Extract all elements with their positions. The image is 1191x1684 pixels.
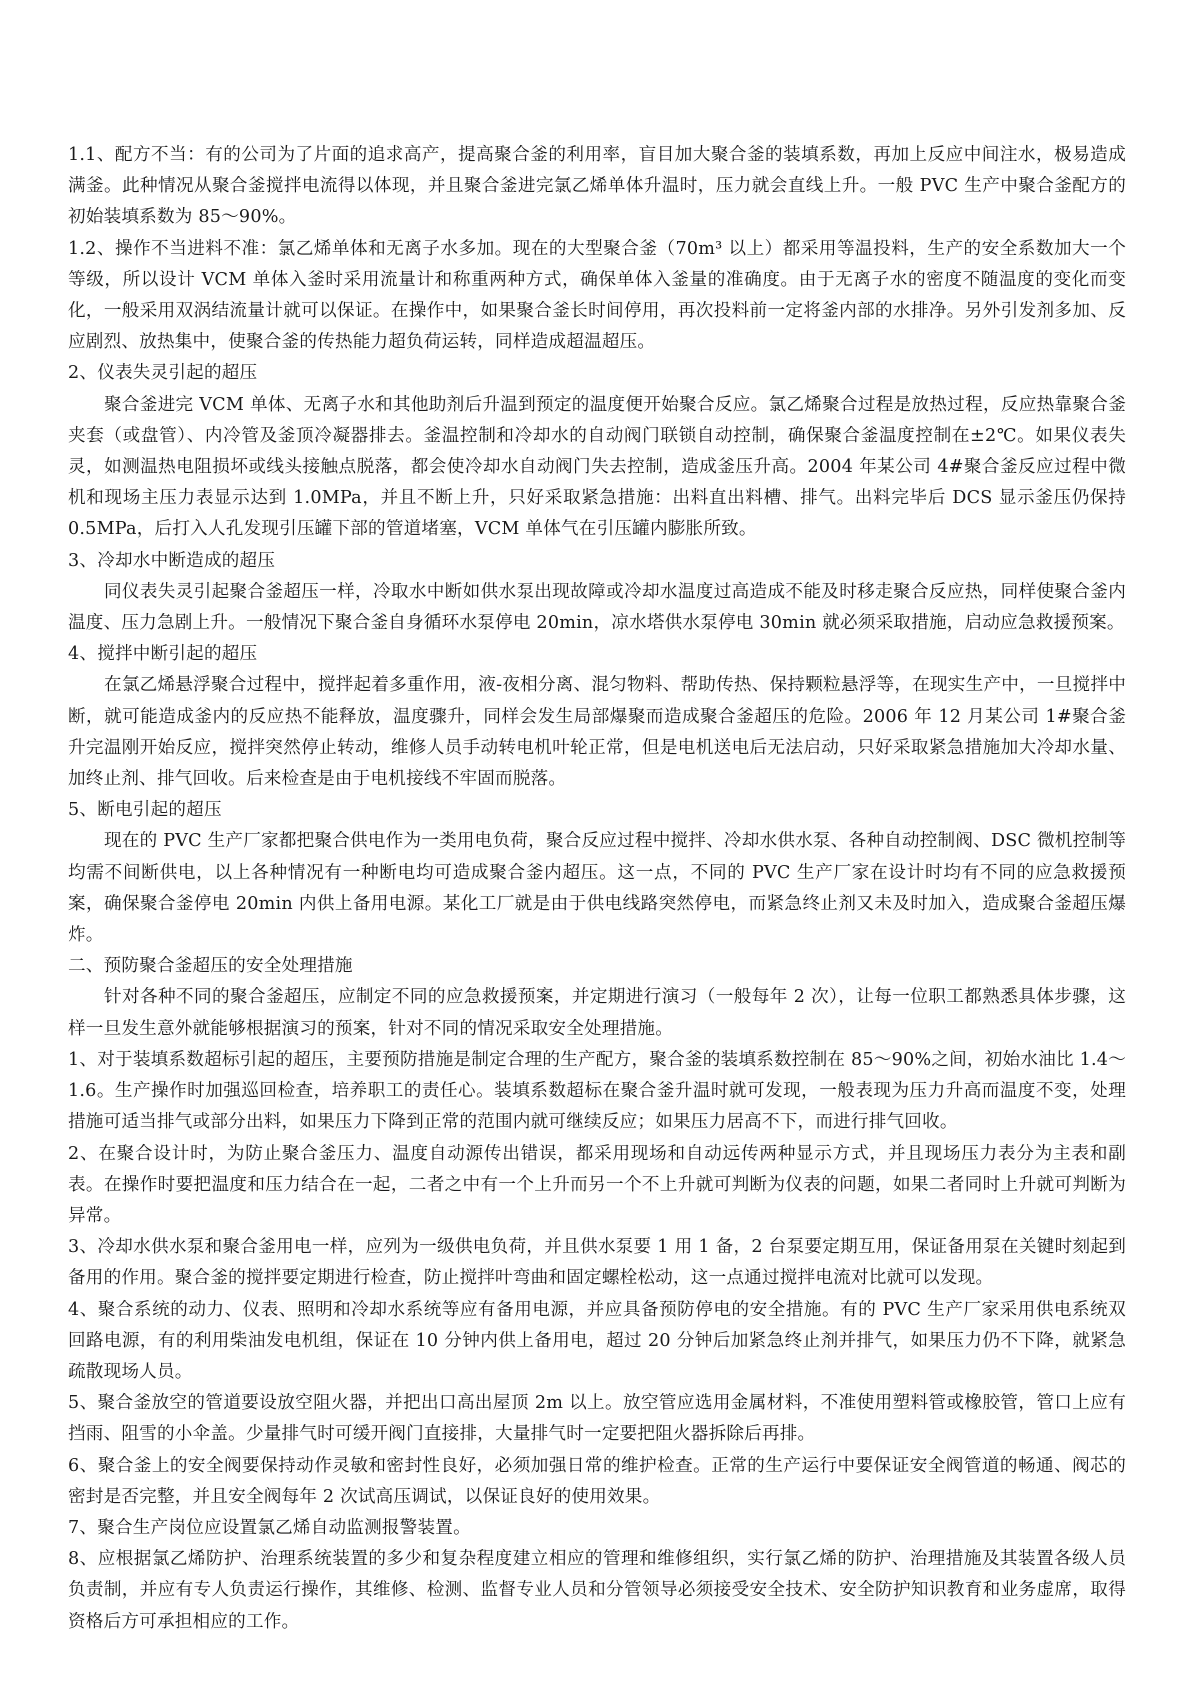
heading-instrument-failure: 2、仪表失灵引起的超压	[68, 363, 258, 384]
paragraph-1-1: 1.1、配方不当：有的公司为了片面的追求高产，提高聚合釜的利用率，盲目加大聚合釜的装填系数，再加上反应中间注水，极易造成满釜。此种情况从聚合釜搅拌电流得以体现，并且聚合釜进完氯乙烯单体升温时，压力就会直线上升。一般 PVC 生产中聚合釜配方的初始装填系数为 85～90%。	[68, 145, 1126, 228]
measure-6: 6、聚合釜上的安全阀要保持动作灵敏和密封性良好，必须加强日常的维护检查。正常的生产运行中要保证安全阀管道的畅通、阀芯的密封是否完整，并且安全阀每年 2 次试高压调试，以保证良好的使用效果。	[68, 1455, 1126, 1507]
heading-stirring: 4、搅拌中断引起的超压	[68, 644, 258, 665]
paragraph-instrument-failure: 聚合釜进完 VCM 单体、无离子水和其他助剂后升温到预定的温度便开始聚合反应。氯乙烯聚合过程是放热过程，反应热靠聚合釜夹套（或盘管）、内冷管及釜顶冷凝器排去。釜温控制和冷却水的自动阀门联锁自动控制，确保聚合釜温度控制在±2℃。如果仪表失灵，如测温热电阻损坏或线头接触点脱落，都会使冷却水自动阀门失去控制，造成釜压升高。2004 年某公司 4#聚合釜反应过程中微机和现场主压力表显示达到 1.0MPa，并且不断上升，只好采取紧急措施：出料直出料槽、排气。出料完毕后 DCS 显示釜压仍保持 0.5MPa，后打入人孔发现引压罐下部的管道堵塞，VCM 单体气在引压罐内膨胀所致。	[68, 394, 1126, 540]
measure-8: 8、应根据氯乙烯防护、治理系统装置的多少和复杂程度建立相应的管理和维修组织，实行氯乙烯的防护、治理措施及其装置各级人员负责制，并应有专人负责运行操作，其维修、检测、监督专业人员和分管领导必须接受安全技术、安全防护知识教育和业务虚席，取得资格后方可承担相应的工作。	[68, 1549, 1126, 1632]
measure-5: 5、聚合釜放空的管道要设放空阻火器，并把出口高出屋顶 2m 以上。放空管应选用金属材料，不准使用塑料管或橡胶管，管口上应有挡雨、阻雪的小伞盖。少量排气时可缓开阀门直接排，大量排气时一定要把阻火器拆除后再排。	[68, 1393, 1126, 1445]
paragraph-cooling-water: 同仪表失灵引起聚合釜超压一样，冷取水中断如供水泵出现故障或冷却水温度过高造成不能及时移走聚合反应热，同样使聚合釜内温度、压力急剧上升。一般情况下聚合釜自身循环水泵停电 20min，凉水塔供水泵停电 30min 就必须采取措施，启动应急救援预案。	[68, 581, 1126, 634]
heading-power-failure: 5、断电引起的超压	[68, 800, 222, 821]
measure-2: 2、在聚合设计时，为防止聚合釜压力、温度自动源传出错误，都采用现场和自动远传两种显示方式，并且现场压力表分为主表和副表。在操作时要把温度和压力结合在一起，二者之中有一个上升而另一个不上升就可判断为仪表的问题，如果二者同时上升就可判断为异常。	[68, 1143, 1126, 1226]
paragraph-prevention-intro: 针对各种不同的聚合釜超压，应制定不同的应急救援预案，并定期进行演习（一般每年 2 次），让每一位职工都熟悉具体步骤，这样一旦发生意外就能够根据演习的预案，针对不同的情况采取安全处理措施。	[68, 987, 1126, 1039]
paragraph-power-failure: 现在的 PVC 生产厂家都把聚合供电作为一类用电负荷，聚合反应过程中搅拌、冷却水供水泵、各种自动控制阀、DSC 微机控制等均需不间断供电，以上各种情况有一种断电均可造成聚合釜内超压。这一点，不同的 PVC 生产厂家在设计时均有不同的应急救援预案，确保聚合釜停电 20min 内供上备用电源。某化工厂就是由于供电线路突然停电，而紧急终止剂又未及时加入，造成聚合釜超压爆炸。	[68, 831, 1126, 946]
measure-7: 7、聚合生产岗位应设置氯乙烯自动监测报警装置。	[68, 1517, 471, 1538]
measure-3: 3、冷却水供水泵和聚合釜用电一样，应列为一级供电负荷，并且供水泵要 1 用 1 备，2 台泵要定期互用，保证备用泵在关键时刻起到备用的作用。聚合釜的搅拌要定期进行检查，防止搅拌叶弯曲和固定螺栓松动，这一点通过搅拌电流对比就可以发现。	[68, 1237, 1126, 1289]
paragraph-stirring: 在氯乙烯悬浮聚合过程中，搅拌起着多重作用，液-夜相分离、混匀物料、帮助传热、保持颗粒悬浮等，在现实生产中，一旦搅拌中断，就可能造成釜内的反应热不能释放，温度骤升，同样会发生局部爆聚而造成聚合釜超压的危险。2006 年 12 月某公司 1#聚合釜升完温刚开始反应，搅拌突然停止转动，维修人员手动转电机叶轮正常，但是电机送电后无法启动，只好采取紧急措施加大冷却水量、加终止剂、排气回收。后来检查是由于电机接线不牢固而脱落。	[68, 675, 1126, 790]
heading-cooling-water: 3、冷却水中断造成的超压	[68, 550, 276, 571]
measure-4: 4、聚合系统的动力、仪表、照明和冷却水系统等应有备用电源，并应具备预防停电的安全措施。有的 PVC 生产厂家采用供电系统双回路电源，有的利用柴油发电机组，保证在 10 分钟内供上备用电，超过 20 分钟后加紧急终止剂并排气，如果压力仍不下降，就紧急疏散现场人员。	[68, 1299, 1126, 1382]
document-body	[68, 140, 1126, 1638]
heading-prevention: 二、预防聚合釜超压的安全处理措施	[68, 956, 353, 977]
paragraph-1-2: 1.2、操作不当进料不准：氯乙烯单体和无离子水多加。现在的大型聚合釜（70m³ 以上）都采用等温投料，生产的安全系数加大一个等级，所以设计 VCM 单体入釜时采用流量计和称重两种方式，确保单体入釜量的准确度。由于无离子水的密度不随温度的变化而变化，一般采用双涡结流量计就可以保证。在操作中，如果聚合釜长时间停用，再次投料前一定将釜内部的水排净。另外引发剂多加、反应剧烈、放热集中，使聚合釜的传热能力超负荷运转，同样造成超温超压。	[68, 238, 1126, 353]
measure-1: 1、对于装填系数超标引起的超压，主要预防措施是制定合理的生产配方，聚合釜的装填系数控制在 85～90%之间，初始水油比 1.4～1.6。生产操作时加强巡回检查，培养职工的责任心。装填系数超标在聚合釜升温时就可发现，一般表现为压力升高而温度不变，处理措施可适当排气或部分出料，如果压力下降到正常的范围内就可继续反应；如果压力居高不下，而进行排气回收。	[68, 1049, 1126, 1133]
